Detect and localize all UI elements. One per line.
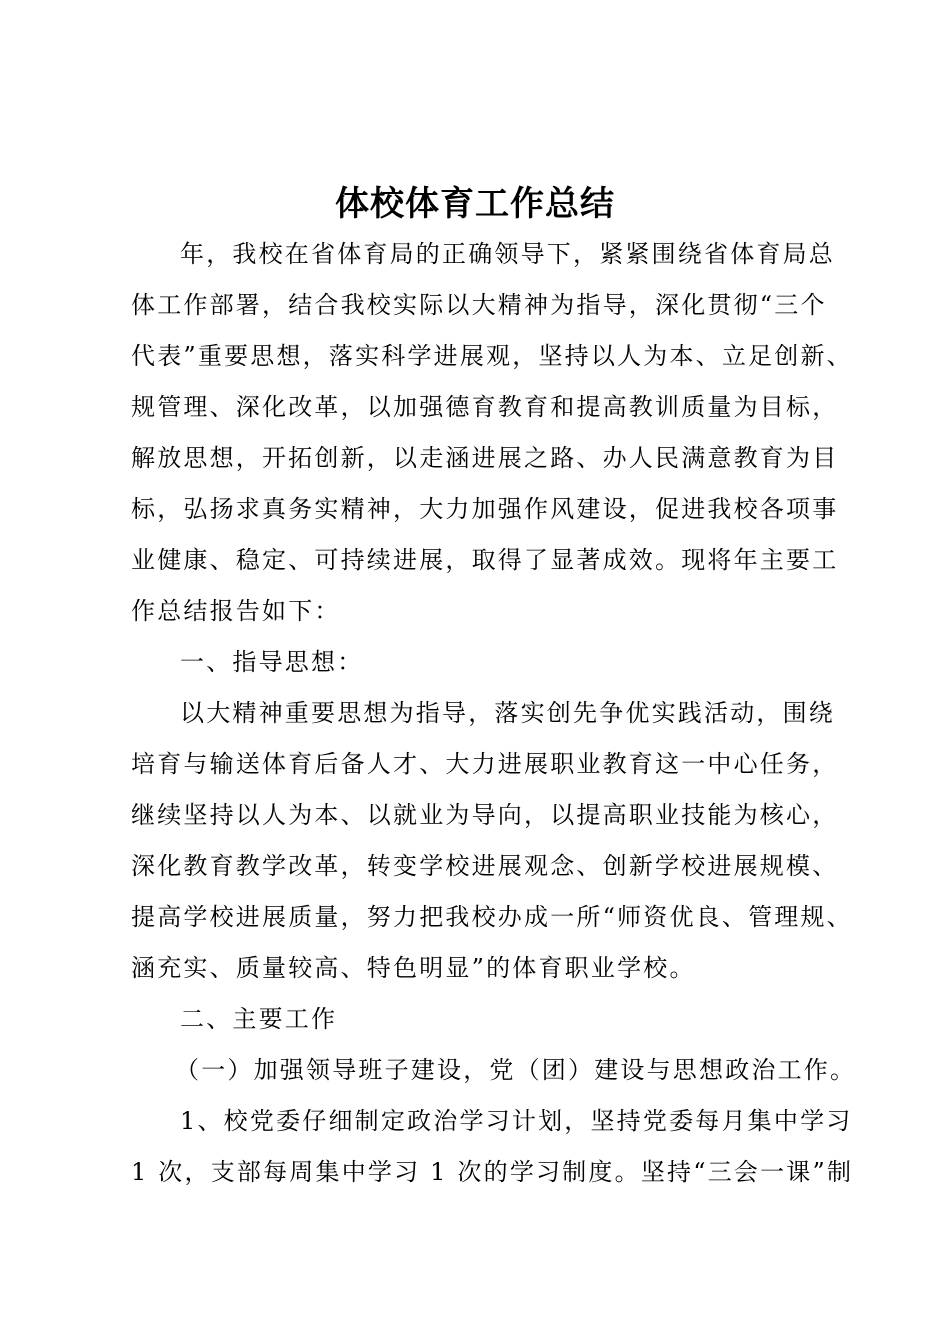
paragraph-line: 解放思想，开拓创新，以走涵进展之路、办人民满意教育为目 xyxy=(131,444,839,472)
paragraph-line: 涵充实、质量较高、特色明显”的体育职业学校。 xyxy=(131,954,696,982)
paragraph-line: 年，我校在省体育局的正确领导下，紧紧围绕省体育局总 xyxy=(180,240,835,268)
subsection-heading: （一）加强领导班子建设，党（团）建设与思想政治工作。 xyxy=(175,1056,857,1084)
paragraph-line: 作总结报告如下： xyxy=(131,597,341,625)
paragraph-line: 以大精神重要思想为指导，落实创先争优实践活动，围绕 xyxy=(180,699,835,727)
paragraph-line: 1、校党委仔细制定政治学习计划，坚持党委每月集中学习 xyxy=(180,1107,853,1135)
paragraph-line: 1 次，支部每周集中学习 1 次的学习制度。坚持“三会一课”制 xyxy=(131,1158,854,1186)
section-heading: 一、指导思想： xyxy=(180,648,364,676)
paragraph-line: 体工作部署，结合我校实际以大精神为指导，深化贯彻“三个 xyxy=(131,291,827,319)
paragraph-line: 标，弘扬求真务实精神，大力加强作风建设，促进我校各项事 xyxy=(131,495,839,523)
paragraph-line: 深化教育教学改革，转变学校进展观念、创新学校进展规模、 xyxy=(131,852,839,880)
paragraph-line: 提高学校进展质量，努力把我校办成一所“师资优良、管理规、 xyxy=(131,903,853,931)
paragraph-line: 培育与输送体育后备人才、大力进展职业教育这一中心任务， xyxy=(131,750,839,778)
section-heading: 二、主要工作 xyxy=(180,1005,338,1033)
paragraph-line: 代表”重要思想，落实科学进展观，坚持以人为本、立足创新、 xyxy=(131,342,853,370)
paragraph-line: 继续坚持以人为本、以就业为导向，以提高职业技能为核心， xyxy=(131,801,839,829)
paragraph-line: 业健康、稳定、可持续进展，取得了显著成效。现将年主要工 xyxy=(131,546,839,574)
document-title: 体校体育工作总结 xyxy=(335,184,615,224)
paragraph-line: 规管理、深化改革，以加强德育教育和提高教训质量为目标， xyxy=(131,393,839,421)
